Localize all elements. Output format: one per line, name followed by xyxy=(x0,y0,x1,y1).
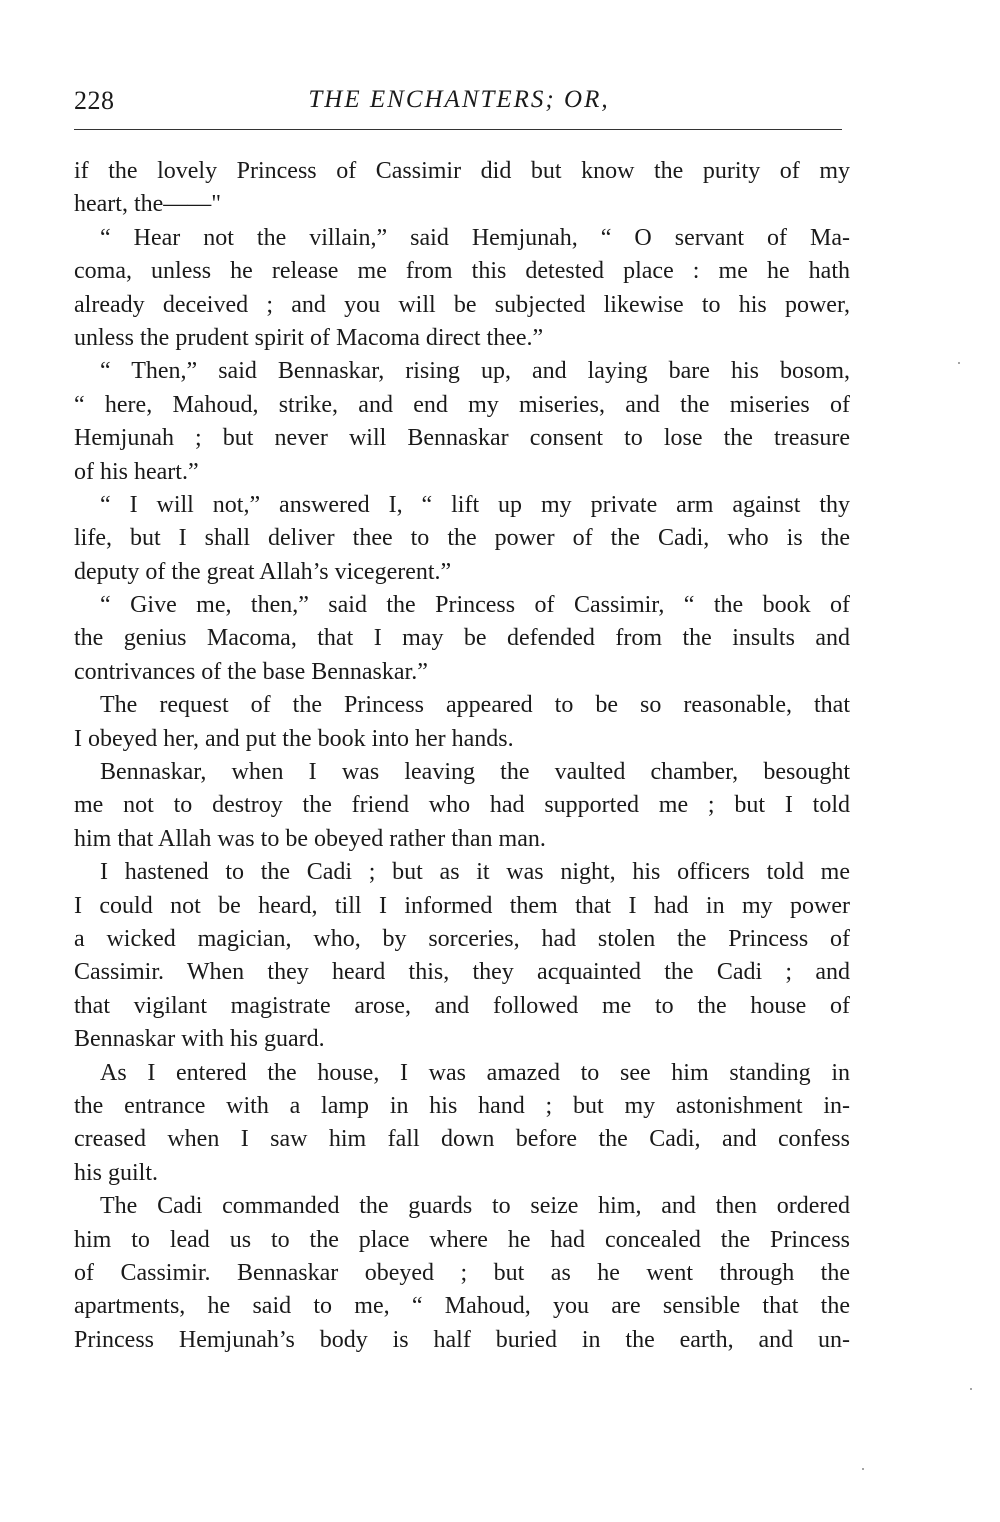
scan-speck xyxy=(970,1388,972,1390)
text-line: creased when I saw him fall down before the Cadi, and confess xyxy=(74,1126,850,1153)
text-line: “ I will not,” answered I, “ lift up my private arm against thy xyxy=(100,491,850,518)
text-line: that vigilant magistrate arose, and followed me to the house of xyxy=(74,992,850,1019)
text-line: the genius Macoma, that I may be defended from the insults and xyxy=(74,625,850,652)
text-line: The Cadi commanded the guards to seize him, and then ordered xyxy=(100,1193,850,1220)
text-line: “ Hear not the villain,” said Hemjunah, “ O servant of Ma- xyxy=(100,224,850,251)
text-line: coma, unless he release me from this detested place : me he hath xyxy=(74,258,850,285)
running-head xyxy=(74,86,844,126)
text-line: “ Then,” said Bennaskar, rising up, and laying bare his bosom, xyxy=(100,358,850,385)
text-line: his guilt. xyxy=(74,1159,159,1186)
running-title: THE ENCHANTERS; OR, xyxy=(308,86,610,113)
text-line: As I entered the house, I was amazed to see him standing in xyxy=(100,1059,850,1086)
text-line: of his heart.” xyxy=(74,458,199,485)
text-line: Hemjunah ; but never will Bennaskar consent to lose the treasure xyxy=(74,425,850,452)
scan-speck xyxy=(958,362,960,364)
text-line: heart, the——" xyxy=(74,191,222,218)
text-line: Cassimir. When they heard this, they acquainted the Cadi ; and xyxy=(74,959,850,986)
text-line: I obeyed her, and put the book into her hands. xyxy=(74,725,514,752)
text-line: Bennaskar with his guard. xyxy=(74,1026,325,1053)
text-line: if the lovely Princess of Cassimir did but know the purity of my xyxy=(74,158,850,184)
text-line: apartments, he said to me, “ Mahoud, you are sensible that the xyxy=(74,1293,850,1320)
text-line: me not to destroy the friend who had supported me ; but I told xyxy=(74,792,850,819)
text-line: already deceived ; and you will be subjected likewise to his power, xyxy=(74,291,850,318)
text-line: Princess Hemjunah’s body is half buried in the earth, and un- xyxy=(74,1326,850,1353)
text-line: him to lead us to the place where he had concealed the Princess xyxy=(74,1226,850,1253)
scan-speck xyxy=(862,1468,864,1470)
text-line: the entrance with a lamp in his hand ; but my astonishment in- xyxy=(74,1092,850,1119)
body-text xyxy=(74,155,850,1357)
text-line: “ Give me, then,” said the Princess of Cassimir, “ the book of xyxy=(100,592,850,619)
text-line: unless the prudent spirit of Macoma direct thee.” xyxy=(74,324,544,351)
text-line: a wicked magician, who, by sorceries, had stolen the Princess of xyxy=(74,925,850,952)
text-line: life, but I shall deliver thee to the power of the Cadi, who is the xyxy=(74,525,850,552)
text-line: I hastened to the Cadi ; but as it was night, his officers told me xyxy=(100,859,850,886)
text-line: of Cassimir. Bennaskar obeyed ; but as he went through the xyxy=(74,1259,850,1286)
text-line: “ here, Mahoud, strike, and end my miseries, and the miseries of xyxy=(74,391,850,418)
text-line: The request of the Princess appeared to be so reasonable, that xyxy=(100,692,850,719)
text-line: him that Allah was to be obeyed rather than man. xyxy=(74,825,546,852)
text-line: Bennaskar, when I was leaving the vaulted chamber, besought xyxy=(100,759,850,786)
header-rule xyxy=(74,129,842,130)
page-number: 228 xyxy=(74,86,115,115)
text-line: deputy of the great Allah’s vicegerent.” xyxy=(74,558,452,585)
text-line: I could not be heard, till I informed them that I had in my power xyxy=(74,892,850,919)
text-line: contrivances of the base Bennaskar.” xyxy=(74,658,428,685)
